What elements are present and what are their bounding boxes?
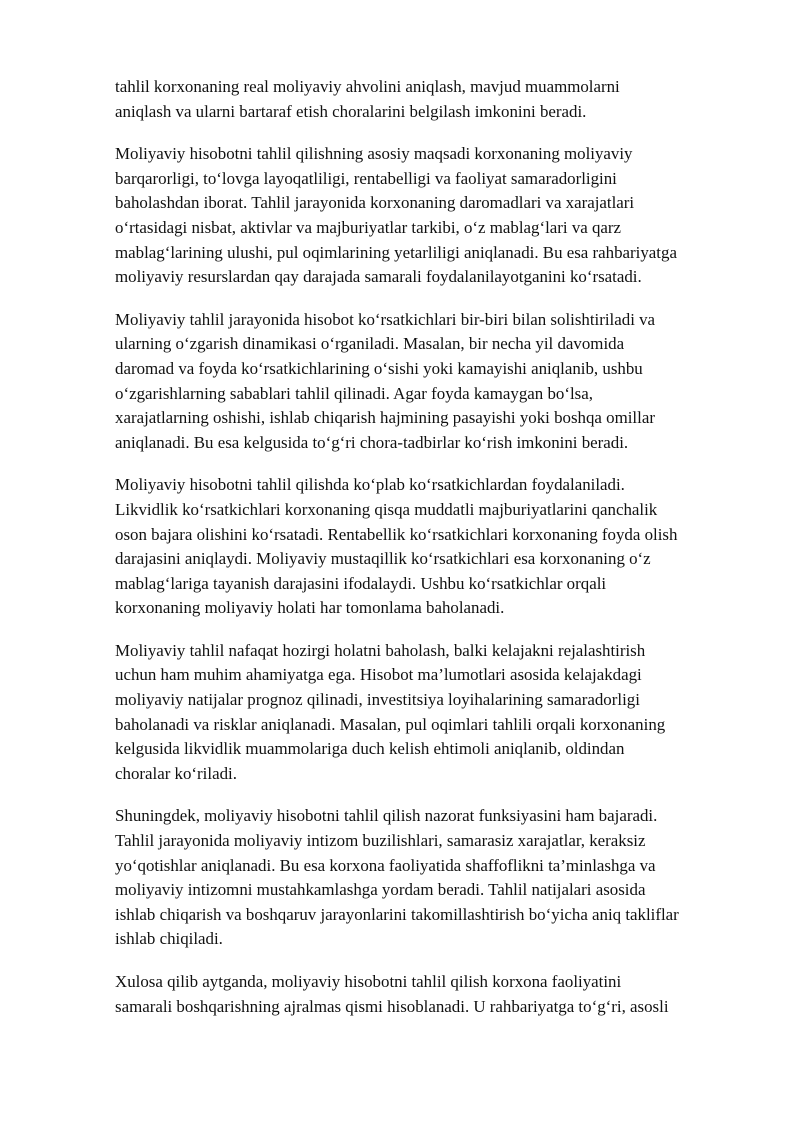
paragraph-3 bbox=[115, 308, 747, 456]
text-line: Moliyaviy tahlil jarayonida hisobot ko‘rsatkichlari bir-biri bilan solishtiriladi va bbox=[115, 309, 656, 329]
text-line: barqarorligi, to‘lovga layoqatliligi, rentabelligi va faoliyat samaradorligini bbox=[115, 168, 617, 188]
text-line: Moliyaviy tahlil nafaqat hozirgi holatni baholash, balki kelajakni rejalashtirish bbox=[115, 640, 646, 660]
text-line: o‘rtasidagi nisbat, aktivlar va majburiyatlar tarkibi, o‘z mablag‘lari va qarz bbox=[115, 217, 622, 237]
text-line: xarajatlarning oshishi, ishlab chiqarish hajmining pasayishi yoki boshqa omillar bbox=[115, 408, 655, 428]
text-line: darajasini aniqlaydi. Moliyaviy mustaqillik ko‘rsatkichlari esa korxonaning o‘z bbox=[115, 549, 651, 569]
text-line: Xulosa qilib aytganda, moliyaviy hisobotni tahlil qilish korxona faoliyatini bbox=[115, 972, 622, 991]
text-line: kelgusida likvidlik muammolariga duch kelish ehtimoli aniqlanib, oldindan bbox=[115, 739, 625, 759]
text-line: Shuningdek, moliyaviy hisobotni tahlil qilish nazorat funksiyasini ham bajaradi. bbox=[115, 806, 658, 826]
text-line: Likvidlik ko‘rsatkichlari korxonaning qisqa muddatli majburiyatlarini qanchalik bbox=[115, 499, 658, 519]
paragraph-7 bbox=[115, 970, 747, 1019]
paragraph-4 bbox=[115, 473, 747, 621]
text-line: choralar ko‘riladi. bbox=[115, 763, 237, 783]
text-line: Tahlil jarayonida moliyaviy intizom buzilishlari, samarasiz xarajatlar, keraksiz bbox=[115, 831, 646, 851]
text-line: o‘zgarishlarning sabablari tahlil qilinadi. Agar foyda kamaygan bo‘lsa, bbox=[115, 383, 593, 403]
paragraph-5 bbox=[115, 639, 747, 787]
text-line: baholanadi va risklar aniqlanadi. Masalan, pul oqimlari tahlili orqali korxonaning bbox=[115, 714, 666, 734]
text-line: aniqlash va ularni bartaraf etish choralarini belgilash imkonini beradi. bbox=[115, 101, 587, 121]
text-line: tahlil korxonaning real moliyaviy ahvolini aniqlash, mavjud muammolarni bbox=[115, 77, 620, 96]
text-line: daromad va foyda ko‘rsatkichlarining o‘sishi yoki kamayishi aniqlanib, ushbu bbox=[115, 358, 643, 378]
text-line: ularning o‘zgarish dinamikasi o‘rganiladi. Masalan, bir necha yil davomida bbox=[115, 334, 625, 354]
text-line: yo‘qotishlar aniqlanadi. Bu esa korxona faoliyatida shaffoflikni ta’minlashga va bbox=[115, 855, 656, 875]
text-line: mablag‘larining ulushi, pul oqimlarining yetarliligi aniqlanadi. Bu esa rahbariyatga bbox=[115, 242, 677, 262]
text-line: ishlab chiqarish va boshqaruv jarayonlarini takomillashtirish bo‘yicha aniq takliflar bbox=[115, 904, 679, 924]
paragraph-1 bbox=[115, 75, 747, 124]
text-line: oson bajara olishini ko‘rsatadi. Rentabellik ko‘rsatkichlari korxonaning foyda olish bbox=[115, 524, 678, 544]
text-line: moliyaviy natijalar prognoz qilinadi, investitsiya loyihalarining samaradorligi bbox=[115, 690, 640, 710]
text-line: moliyaviy intizomni mustahkamlashga yordam beradi. Tahlil natijalari asosida bbox=[115, 880, 646, 900]
text-line: Moliyaviy hisobotni tahlil qilishda ko‘plab ko‘rsatkichlardan foydalaniladi. bbox=[115, 475, 625, 495]
paragraph-6 bbox=[115, 804, 747, 952]
text-line: mablag‘lariga tayanish darajasini ifodalaydi. Ushbu ko‘rsatkichlar orqali bbox=[115, 573, 607, 593]
paragraph-2 bbox=[115, 142, 747, 290]
document-body bbox=[115, 75, 747, 1037]
text-line: aniqlanadi. Bu esa kelgusida to‘g‘ri chora-tadbirlar ko‘rish imkonini beradi. bbox=[115, 432, 629, 452]
text-line: Moliyaviy hisobotni tahlil qilishning asosiy maqsadi korxonaning moliyaviy bbox=[115, 144, 633, 164]
text-line: moliyaviy resurslardan qay darajada samarali foydalanilayotganini ko‘rsatadi. bbox=[115, 267, 642, 287]
text-line: samarali boshqarishning ajralmas qismi hisoblanadi. U rahbariyatga to‘g‘ri, asosli bbox=[115, 996, 669, 1016]
text-line: uchun ham muhim ahamiyatga ega. Hisobot ma’lumotlari asosida kelajakdagi bbox=[115, 665, 642, 685]
text-line: ishlab chiqiladi. bbox=[115, 929, 223, 949]
text-line: korxonaning moliyaviy holati har tomonlama baholanadi. bbox=[115, 598, 505, 618]
text-line: baholashdan iborat. Tahlil jarayonida korxonaning daromadlari va xarajatlari bbox=[115, 193, 635, 213]
